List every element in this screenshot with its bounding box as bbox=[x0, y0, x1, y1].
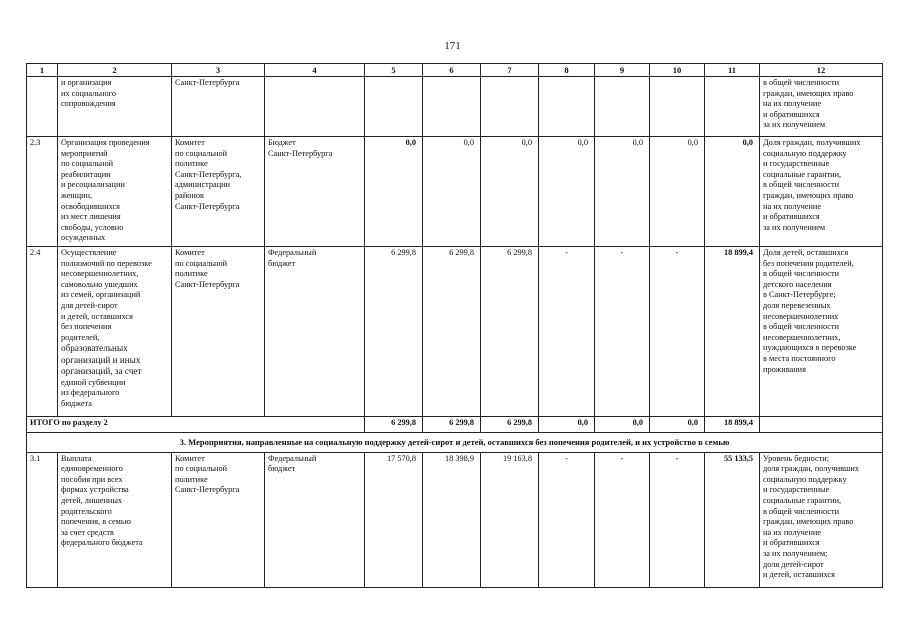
section-total-row bbox=[27, 417, 883, 433]
value-cell: 19 163,8 bbox=[481, 452, 539, 587]
row-number: 3.1 bbox=[27, 452, 58, 587]
header-cell: 5 bbox=[365, 64, 423, 77]
measure-name bbox=[58, 247, 172, 417]
measure-name-part: единой субвенции из федерального бюджета bbox=[61, 377, 126, 408]
header-cell: 4 bbox=[265, 64, 365, 77]
executor: Комитет по социальной политике Санкт-Петербурга, администрации районов Санкт-Петербурга bbox=[172, 137, 265, 247]
indicator: Доля граждан, получивших социальную поддержку и государственные социальные гарантии, в общей численности граждан, имеющих право на их получение и обратившихся за их получением bbox=[760, 137, 883, 247]
indicator: в общей численности граждан, имеющих право на их получение и обратившихся за их получением bbox=[760, 77, 883, 137]
value-cell: 0,0 bbox=[650, 137, 705, 247]
funding-source: Федеральный бюджет bbox=[265, 247, 365, 417]
value-cell bbox=[481, 77, 539, 137]
header-cell: 11 bbox=[705, 64, 760, 77]
total-value: 6 299,8 bbox=[423, 417, 481, 433]
executor: Комитет по социальной политике Санкт-Петербурга bbox=[172, 247, 265, 417]
funding-source: Федеральный бюджет bbox=[265, 452, 365, 587]
total-value: 0,0 bbox=[595, 417, 650, 433]
value-cell bbox=[539, 77, 595, 137]
value-cell: 6 299,8 bbox=[423, 247, 481, 417]
budget-table bbox=[26, 63, 883, 588]
empty-cell bbox=[760, 417, 883, 433]
table-row bbox=[27, 452, 883, 587]
header-cell: 10 bbox=[650, 64, 705, 77]
measure-name: Организация проведения мероприятий по социальной реабилитации и ресоциализации женщин, освободившихся из мест лишения свободы, условно осужденных bbox=[58, 137, 172, 247]
header-cell: 12 bbox=[760, 64, 883, 77]
measure-name-part: образовательных организаций и иных организаций, за счет bbox=[61, 343, 142, 377]
value-cell: - bbox=[539, 247, 595, 417]
total-cell: 0,0 bbox=[705, 137, 760, 247]
value-cell: 0,0 bbox=[423, 137, 481, 247]
indicator: Уровень бедности; доля граждан, получивших социальную поддержку и государственные социальные гарантии, в общей численности граждан, имеющих право на их получение и обратившихся за их получением; доля детей-сирот и детей, оставшихся bbox=[760, 452, 883, 587]
executor: Комитет по социальной политике Санкт-Петербурга bbox=[172, 452, 265, 587]
funding-source bbox=[265, 77, 365, 137]
total-cell: 55 133,5 bbox=[705, 452, 760, 587]
measure-name: и организация их социального сопровождения bbox=[58, 77, 172, 137]
value-cell: 0,0 bbox=[481, 137, 539, 247]
value-cell bbox=[650, 77, 705, 137]
total-value: 18 899,4 bbox=[705, 417, 760, 433]
value-cell: 0,0 bbox=[539, 137, 595, 247]
funding-source: Бюджет Санкт-Петербурга bbox=[265, 137, 365, 247]
value-cell: 6 299,8 bbox=[365, 247, 423, 417]
header-row bbox=[27, 64, 883, 77]
header-cell: 1 bbox=[27, 64, 58, 77]
table-row bbox=[27, 77, 883, 137]
header-cell: 3 bbox=[172, 64, 265, 77]
page-number: 171 bbox=[444, 40, 461, 52]
header-cell: 7 bbox=[481, 64, 539, 77]
measure-name: Выплата единовременного пособия при всех формах устройства детей, лишенных родительского попечения, в семью за счет средств федерального бюджета bbox=[58, 452, 172, 587]
section-title: 3. Мероприятия, направленные на социальную поддержку детей-сирот и детей, оставшихся без попечения родителей, и их устройство в семью bbox=[27, 433, 883, 453]
total-value: 6 299,8 bbox=[481, 417, 539, 433]
value-cell: - bbox=[650, 452, 705, 587]
row-number bbox=[27, 77, 58, 137]
value-cell: 17 570,8 bbox=[365, 452, 423, 587]
value-cell: - bbox=[539, 452, 595, 587]
total-value: 6 299,8 bbox=[365, 417, 423, 433]
value-cell: - bbox=[595, 247, 650, 417]
indicator: Доля детей, оставшихся без попечения родителей, в общей численности детского населения в Санкт-Петербурге; доля перевезенных несовершеннолетних в общей численности несовершеннолетних, нуждающихся в перевозке в места постоянного проживания bbox=[760, 247, 883, 417]
value-cell: - bbox=[650, 247, 705, 417]
total-label: ИТОГО по разделу 2 bbox=[27, 417, 365, 433]
section-heading-row bbox=[27, 433, 883, 453]
total-value: 0,0 bbox=[650, 417, 705, 433]
value-cell: - bbox=[595, 452, 650, 587]
header-cell: 9 bbox=[595, 64, 650, 77]
header-cell: 8 bbox=[539, 64, 595, 77]
value-cell: 0,0 bbox=[365, 137, 423, 247]
header-cell: 6 bbox=[423, 64, 481, 77]
measure-name-part: Осуществление полномочий по перевозке несовершеннолетних, самовольно ушедших из семей, организаций для детей-сирот и детей, оставшихся без попечения родителей, bbox=[61, 248, 152, 342]
executor: Санкт-Петербурга bbox=[172, 77, 265, 137]
value-cell bbox=[423, 77, 481, 137]
table-row bbox=[27, 137, 883, 247]
value-cell bbox=[365, 77, 423, 137]
header-cell: 2 bbox=[58, 64, 172, 77]
table-row bbox=[27, 247, 883, 417]
value-cell: 18 398,9 bbox=[423, 452, 481, 587]
total-cell bbox=[705, 77, 760, 137]
value-cell: 0,0 bbox=[595, 137, 650, 247]
value-cell bbox=[595, 77, 650, 137]
total-cell: 18 899,4 bbox=[705, 247, 760, 417]
total-value: 0,0 bbox=[539, 417, 595, 433]
row-number: 2.4 bbox=[27, 247, 58, 417]
value-cell: 6 299,8 bbox=[481, 247, 539, 417]
row-number: 2.3 bbox=[27, 137, 58, 247]
